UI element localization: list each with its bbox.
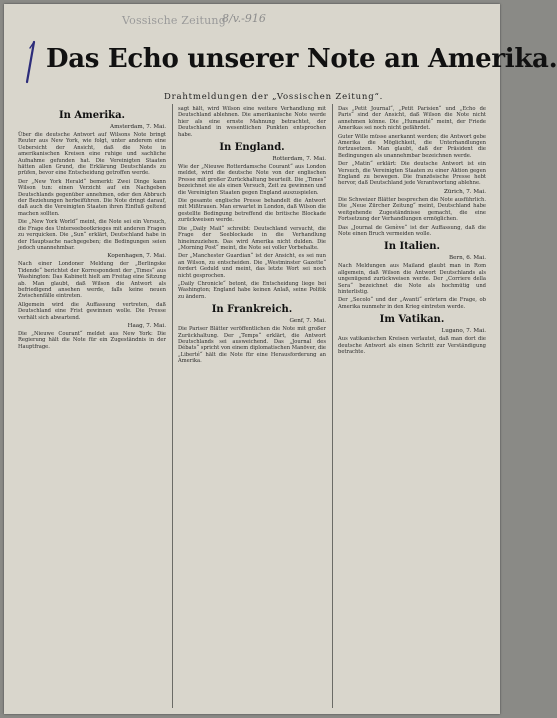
article-paragraph: Allgemein wird die Auffassung vertreten, daß Deutschland eine Frist gewinnen wolle. Die Presse verhält sich abwartend. — [18, 301, 166, 321]
article-paragraph: Die „Daily Mail“ schreibt: Deutschland versucht, die Frage der Seeblockade in die Verhandlung hineinzuziehen. Das wird Amerika nicht dulden. Die „Morning Post“ meint, die Note sei voller Vorbehalte. — [178, 225, 326, 251]
article-paragraph: Das „Petit Journal“, „Petit Parisien“ und „Echo de Paris“ sind der Ansicht, daß Wilson die Note nicht annehmen könne. Die „Humanité“ meint, der Friede Amerikas sei noch nicht gefährdet. — [338, 106, 486, 132]
article-paragraph: Guter Wille müsse anerkannt werden; die Antwort gebe Amerika die Möglichkeit, die Unterhandlungen fortzusetzen. Man glaubt, daß der Präsident die Bedingungen als unannehmbar bezeichnen werde. — [338, 133, 486, 159]
dateline: Lugano, 7. Mai. — [441, 328, 486, 335]
section-heading: In Frankreich. — [211, 304, 293, 316]
article-paragraph: Die Schweizer Blätter besprechen die Note ausführlich. Die „Neue Zürcher Zeitung“ meint, Deutschland habe weitgehende Zugeständnisse gemacht, die eine Fortsetzung der Verhandlungen ermöglichen. — [338, 196, 486, 223]
dateline: Genf, 7. Mai. — [289, 318, 326, 325]
dateline: Amsterdam, 7. Mai. — [110, 124, 166, 130]
newspaper-clipping — [4, 4, 557, 714]
dateline: Zürich, 7. Mai. — [444, 188, 486, 195]
dateline: Rotterdam, 7. Mai. — [272, 156, 326, 163]
article-paragraph: Nach Meldungen aus Mailand glaubt man in Rom allgemein, daß Wilson die Antwort Deutschlands als ungenügend zurückweisen werde. Der „Corriere della Sera“ bezeichnet die Note als hochmütig und hinterlistig. — [338, 263, 486, 295]
article-paragraph: Die „Nieuwe Courant“ meldet aus New York: Die Regierung hält die Note für ein Zugeständnis in der Hauptfrage. — [18, 330, 166, 350]
handwritten-date: 8/v.-916 — [222, 12, 266, 25]
article-paragraph: „Daily Chronicle“ betont, die Entscheidung liege bei Washington; England habe keinen Anlaß, seine Politik zu ändern. — [178, 280, 326, 300]
article-paragraph: sagt hält, wird Wilson eine weitere Verhandlung mit Deutschland ablehnen. Die amerikanische Note werde hier als eine ernste Mahnung betrachtet, der Deutschland in wesentlichen Punkten entsprochen habe. — [178, 106, 326, 138]
headline: Das Echo unserer Note an Amerika. — [46, 44, 557, 74]
headline-area — [24, 44, 557, 84]
article-paragraph: Nach einer Londoner Meldung der „Berlingske Tidende“ berichtet der Korrespondent der „Times“ aus Washington: Das Kabinett hielt am Freitag eine Sitzung ab. Man glaubt, daß Wilson die Antwort als befriedigend ansehen werde, falls keine neuen Zwischenfälle eintreten. — [18, 261, 166, 300]
dateline: Bern, 6. Mai. — [449, 255, 486, 262]
article-paragraph: Der „Manchester Guardian“ ist der Ansicht, es sei nun an Wilson, zu entscheiden. Die „Westminster Gazette“ fordert Geduld und meint, das letzte Wort sei noch nicht gesprochen. — [178, 253, 326, 279]
article-paragraph: Aus vatikanischen Kreisen verlautet, daß man dort die deutsche Antwort als einen Schritt zur Verständigung betrachte. — [338, 336, 486, 355]
section-heading: In England. — [219, 142, 285, 154]
article-paragraph: Wie der „Nieuwe Rotterdamsche Courant“ aus London meldet, wird die deutsche Note von der englischen Presse mit großer Zurückhaltung beurteilt. Die „Times“ bezeichnet sie als einen Versuch, Zeit zu gewinnen und die Vereinigten Staaten gegen England auszuspielen. — [178, 164, 326, 196]
newspaper-name-stamp: Vossische Zeitung — [122, 14, 226, 27]
article-paragraph: Die gesamte englische Presse behandelt die Antwort mit Mißtrauen. Man erwartet in London, daß Wilson die gestellte Bedingung betreffend die britische Blockade zurückweisen werde. — [178, 198, 326, 224]
dateline: Kopenhagen, 7. Mai. — [107, 253, 166, 260]
article-column-2 — [178, 106, 326, 706]
section-heading: In Amerika. — [58, 110, 126, 121]
article-column-3 — [338, 106, 486, 706]
article-paragraph: Über die deutsche Antwort auf Wilsons Note bringt Reuter aus New York, wie folgt, unter anderem eine Uebersicht der Ansicht, daß die Note in amerikanischen Kreisen eine ruhige und sachliche Aufnahme gefunden hat. Die Vereinigten Staaten hätten allen Grund, die Erklärung Deutschlands zu prüfen, bevor eine Entscheidung getroffen werde. — [18, 132, 166, 177]
article-paragraph: Der „Secolo“ und der „Avanti“ erörtern die Frage, ob Amerika nunmehr in den Krieg eintreten werde. — [338, 297, 486, 310]
article-paragraph: Das „Journal de Genève“ ist der Auffassung, daß die Note einen Bruch vermeiden wolle. — [338, 224, 486, 237]
column-rule — [332, 104, 333, 708]
dateline: Haag, 7. Mai. — [127, 322, 166, 329]
column-rule — [172, 104, 173, 708]
pencil-mark-icon — [24, 40, 38, 84]
section-heading: Im Vatikan. — [379, 314, 445, 326]
article-paragraph: Der „Matin“ erklärt: Die deutsche Antwort ist ein Versuch, die Vereinigten Staaten zu einer Aktion gegen England zu bewegen. Die französische Presse hebt hervor, daß Deutschland jede Verantwortung ablehne. — [338, 161, 486, 187]
article-paragraph: Die Pariser Blätter veröffentlichen die Note mit großer Zurückhaltung. Der „Temps“ erklärt, die Antwort Deutschlands sei ausweichend. Das „Journal des Débats“ spricht von einem diplomatischen Manöver, die „Liberté“ hält die Note für eine Herausforderung an Amerika. — [178, 326, 326, 365]
article-column-1 — [18, 106, 166, 706]
article-paragraph: Der „New York Herald“ bemerkt: Zwei Dinge kann Wilson tun: einen Verzicht auf ein Nachgeben Deutschlands gegenüber annehmen, oder den Abbruch der Beziehungen herbeiführen. Die Note dringt darauf, daß auch die Vereinigten Staaten ihren Einfluß geltend machen sollten. — [18, 178, 166, 217]
article-paragraph: Die „New York World“ meint, die Note sei ein Versuch, die Frage des Unterseebootkrieges mit anderen Fragen zu verquicken. Die „Sun“ erklärt, Deutschland habe in der Hauptsache nachgegeben; die Bedingungen seien jedoch unannehmbar. — [18, 219, 166, 251]
section-heading: In Italien. — [384, 241, 440, 253]
subheadline: Drahtmeldungen der „Vossischen Zeitung“. — [164, 92, 384, 102]
